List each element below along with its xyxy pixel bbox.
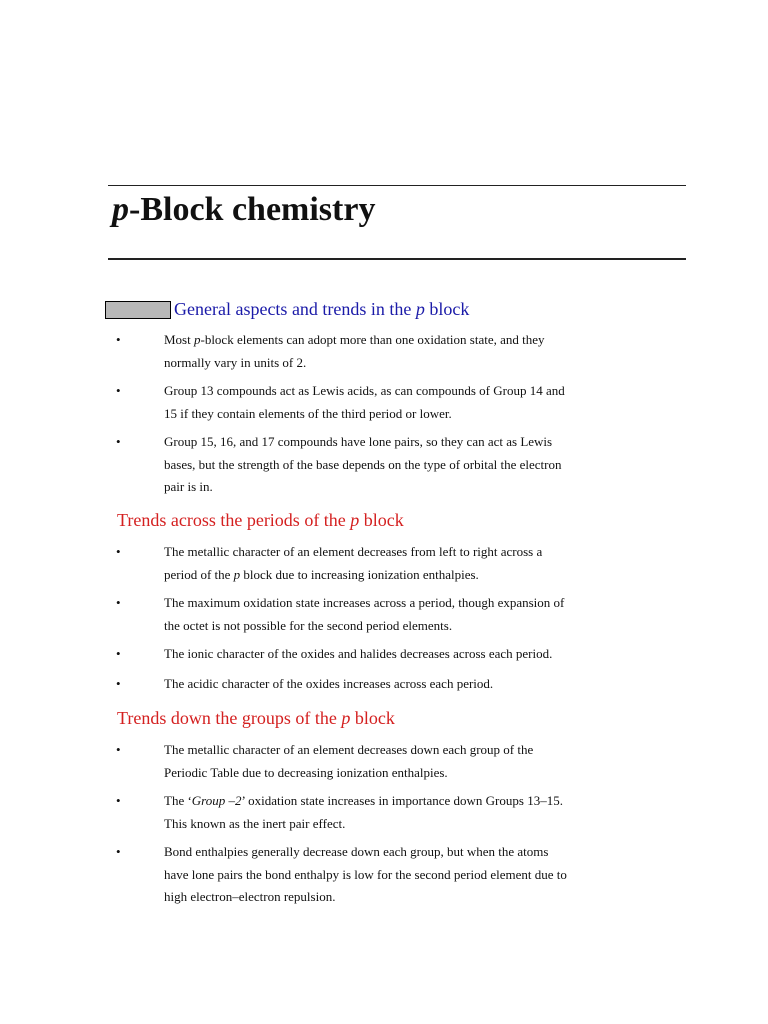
bullet-line	[164, 813, 654, 836]
bullet-line	[164, 454, 654, 477]
bullet-text-segment: The metallic character of an element decreases from left to right across a	[164, 544, 543, 559]
section-heading-general: General aspects and trends in the p block	[174, 299, 470, 319]
bullet-text	[164, 431, 654, 499]
title-rule-bottom	[108, 258, 686, 260]
bullet-line	[164, 615, 654, 638]
bullet-line	[164, 592, 654, 615]
bullet-dot: •	[116, 646, 121, 661]
bullet-dot: •	[116, 544, 121, 559]
bullet-line	[164, 739, 654, 762]
bullet-text-segment: The metallic character of an element decreases down each group of the	[164, 742, 534, 757]
bullet-line	[164, 431, 654, 454]
bullet-text	[164, 592, 654, 637]
bullet-line	[164, 541, 654, 564]
bullet-text-segment: This known as the inert pair effect.	[164, 815, 346, 831]
bullet-line	[164, 403, 654, 426]
bullet-dot: •	[116, 434, 121, 449]
page-title-italic: p	[112, 191, 129, 228]
bullet-text-segment: The maximum oxidation state increases across a period, though expansion of	[164, 595, 565, 610]
bullet-line	[164, 329, 654, 352]
section-label-box	[105, 301, 171, 319]
bullet-text-segment: The ‘	[164, 793, 192, 808]
bullet-text	[164, 673, 654, 696]
bullet-line	[164, 564, 654, 587]
bullet-text-segment: block due to increasing ionization enthalpies.	[240, 566, 479, 582]
bullet-line	[164, 476, 654, 499]
bullet-dot: •	[116, 793, 121, 808]
page-title-rest: -Block chemistry	[129, 191, 376, 228]
bullet-text-segment: Most	[164, 332, 194, 347]
bullet-text-segment: 15 if they contain elements of the third period or lower.	[164, 405, 452, 421]
bullet-dot: •	[116, 332, 121, 347]
bullet-line	[164, 864, 654, 887]
bullet-line	[164, 886, 654, 909]
bullet-italic-term: p	[233, 566, 241, 582]
bullet-dot: •	[116, 844, 121, 859]
bullet-text-segment: pair is in.	[164, 479, 213, 494]
bullet-italic-term: p	[193, 332, 201, 347]
bullet-text-segment: -block elements can adopt more than one oxidation state, and they	[200, 332, 545, 347]
bullet-text	[164, 841, 654, 909]
section-heading-groups: Trends down the groups of the p block	[117, 708, 395, 728]
bullet-line	[164, 380, 654, 403]
bullet-text-segment: Periodic Table due to decreasing ionization enthalpies.	[164, 764, 448, 780]
bullet-text-segment: the octet is not possible for the second period elements.	[164, 617, 453, 633]
bullet-text-segment: Bond enthalpies generally decrease down each group, but when the atoms	[164, 844, 549, 859]
bullet-line	[164, 841, 654, 864]
bullet-text	[164, 541, 654, 586]
bullet-text-segment: period of the	[164, 566, 234, 582]
bullet-text	[164, 790, 654, 835]
bullet-text-segment: have lone pairs the bond enthalpy is low for the second period element due to	[164, 866, 567, 882]
bullet-italic-term: Group –2	[191, 793, 242, 808]
bullet-text	[164, 380, 654, 425]
bullet-text-segment: bases, but the strength of the base depends on the type of orbital the electron	[164, 456, 562, 472]
bullet-text-segment: Group 15, 16, and 17 compounds have lone pairs, so they can act as Lewis	[164, 434, 553, 449]
bullet-text-segment: high electron–electron repulsion.	[164, 889, 336, 904]
bullet-dot: •	[116, 383, 121, 398]
bullet-line	[164, 790, 654, 813]
bullet-text	[164, 329, 654, 374]
bullet-dot: •	[116, 676, 121, 691]
bullet-text	[164, 739, 654, 784]
bullet-text	[164, 643, 654, 666]
bullet-text-segment: The ionic character of the oxides and halides decreases across each period.	[164, 646, 553, 661]
bullet-line	[164, 673, 654, 696]
page-title	[112, 186, 375, 234]
bullet-dot: •	[116, 595, 121, 610]
bullet-text-segment: ’ oxidation state increases in importance down Groups 13–15.	[241, 793, 563, 808]
bullet-line	[164, 643, 654, 666]
bullet-line	[164, 762, 654, 785]
bullet-line	[164, 352, 654, 375]
bullet-text-segment: The acidic character of the oxides increases across each period.	[164, 676, 494, 691]
section-heading-periods: Trends across the periods of the p block	[117, 510, 404, 530]
bullet-text-segment: normally vary in units of 2.	[164, 354, 307, 370]
bullet-text-segment: Group 13 compounds act as Lewis acids, as can compounds of Group 14 and	[164, 383, 565, 398]
bullet-dot: •	[116, 742, 121, 757]
